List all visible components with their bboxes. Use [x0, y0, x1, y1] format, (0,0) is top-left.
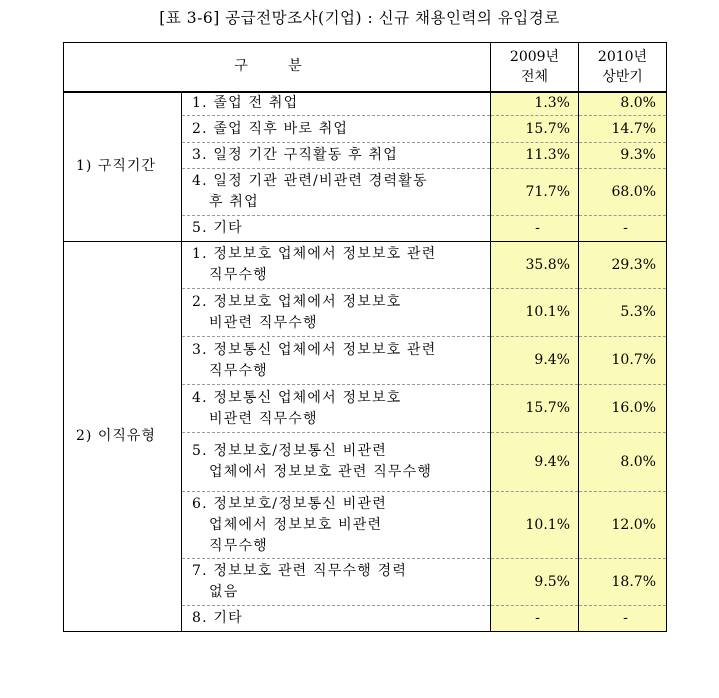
item-label-line: 5. 정보보호/정보통신 비관련: [192, 443, 387, 459]
item-label: [182, 337, 491, 385]
item-label-line: 7. 정보보호 관련 직무수행 경력: [192, 563, 408, 579]
header-2010-sub: 상반기: [602, 68, 643, 85]
item-label-line: 5. 기타: [192, 220, 243, 236]
item-label: [182, 559, 491, 606]
header-2009-sub: 전체: [520, 68, 549, 85]
value-2010: 5.3%: [579, 289, 667, 337]
value-2009: 10.1%: [491, 289, 579, 337]
item-label-line: 후 취업: [209, 194, 259, 210]
item-label-line: 직무수행: [209, 537, 268, 554]
item-label: [182, 92, 491, 116]
header-2010: [579, 43, 667, 92]
value-2009: 71.7%: [491, 169, 579, 216]
item-label: [182, 116, 491, 143]
value-2010: -: [579, 606, 667, 632]
header-2010-year: 2010년: [597, 48, 648, 65]
table-row: [64, 242, 667, 289]
item-label-line: 2. 정보보호 업체에서 정보보호: [192, 293, 402, 310]
item-label-line: 비관련 직무수행: [209, 314, 318, 331]
value-2009: -: [491, 216, 579, 242]
header-2009-year: 2009년: [509, 48, 560, 65]
item-label-line: 업체에서 정보보호 비관련: [209, 516, 383, 533]
item-label: [182, 492, 491, 559]
header-2009: [491, 43, 579, 92]
value-2009: 15.7%: [491, 116, 579, 143]
recruitment-channel-table: [63, 42, 667, 632]
value-2009: -: [491, 606, 579, 632]
item-label: [182, 169, 491, 216]
item-label: [182, 289, 491, 337]
value-2010: 8.0%: [579, 92, 667, 116]
value-2009: 10.1%: [491, 492, 579, 559]
value-2010: 14.7%: [579, 116, 667, 143]
item-label: [182, 216, 491, 242]
item-label-line: 3. 정보통신 업체에서 정보보호 관련: [192, 341, 437, 358]
item-label-line: 없음: [209, 584, 239, 600]
group-label: 2) 이직유형: [64, 242, 182, 632]
value-2010: 18.7%: [579, 559, 667, 606]
item-label-line: 6. 정보보호/정보통신 비관련: [192, 495, 387, 512]
table-title: [표 3-6] 공급전망조사(기업) : 신규 채용인력의 유입경로: [159, 9, 560, 27]
item-label: [182, 242, 491, 289]
value-2009: 9.4%: [491, 337, 579, 385]
value-2009: 15.7%: [491, 385, 579, 433]
value-2009: 9.4%: [491, 433, 579, 492]
group-label: 1) 구직기간: [64, 92, 182, 242]
item-label-line: 업체에서 정보보호 관련 직무수행: [209, 464, 433, 480]
value-2010: 9.3%: [579, 143, 667, 169]
value-2010: 12.0%: [579, 492, 667, 559]
item-label: [182, 606, 491, 632]
item-label: [182, 433, 491, 492]
value-2010: 68.0%: [579, 169, 667, 216]
value-2010: 29.3%: [579, 242, 667, 289]
item-label-line: 2. 졸업 직후 바로 취업: [192, 120, 349, 137]
item-label-line: 4. 일정 기관 관련/비관련 경력활동: [192, 173, 428, 189]
value-2010: -: [579, 216, 667, 242]
table-row: [64, 92, 667, 116]
value-2010: 16.0%: [579, 385, 667, 433]
item-label: [182, 385, 491, 433]
header-gubun: 구 분: [64, 43, 491, 92]
item-label-line: 3. 일정 기간 구직활동 후 취업: [192, 147, 398, 163]
item-label-line: 1. 정보보호 업체에서 정보보호 관련: [192, 246, 437, 262]
item-label-line: 8. 기타: [192, 610, 243, 626]
item-label: [182, 143, 491, 169]
item-label-line: 직무수행: [209, 362, 268, 379]
value-2009: 9.5%: [491, 559, 579, 606]
value-2009: 35.8%: [491, 242, 579, 289]
value-2009: 1.3%: [491, 92, 579, 116]
value-2009: 11.3%: [491, 143, 579, 169]
item-label-line: 4. 정보통신 업체에서 정보보호: [192, 389, 402, 406]
value-2010: 8.0%: [579, 433, 667, 492]
item-label-line: 비관련 직무수행: [209, 410, 318, 427]
value-2010: 10.7%: [579, 337, 667, 385]
item-label-line: 직무수행: [209, 267, 268, 283]
header-row: [64, 43, 667, 92]
item-label-line: 1. 졸업 전 취업: [192, 95, 299, 112]
